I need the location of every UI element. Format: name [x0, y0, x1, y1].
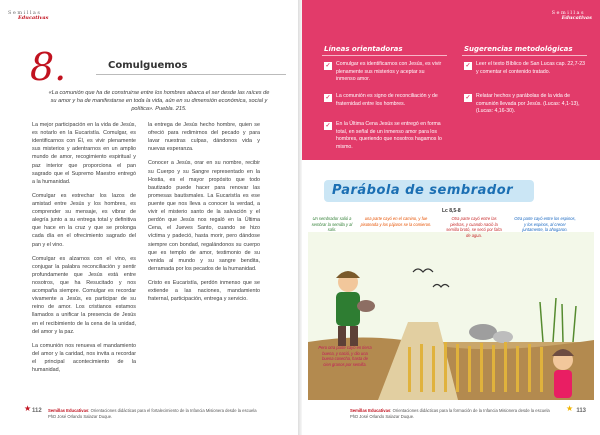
guideline-text: La comunión es signo de reconciliación y de fraternidad entre los hombres. — [336, 93, 438, 107]
footer-text: Orientaciones didácticas para el fortalecimiento de la Infancia Misionera desde la escuela — [90, 408, 257, 413]
bullet-icon: ✓ — [465, 95, 471, 101]
scene-caption: una parte cayó en el camino, y fue pisoteada y los pájaros se la comieron. — [360, 216, 432, 227]
footer-author: PhD José Orlando Salazar Duque. — [350, 413, 415, 419]
bullet-icon: ✓ — [325, 123, 331, 129]
brand-line1: Semillas — [8, 10, 42, 16]
paragraph: Comulgar es estrechar los lazos de amistad entre Jesús y los hombres, es comprender su mensaje, es vibrar de alegría junto a su entrega total y definitiva que hace en la cruz y que se prolonga cada día en el ofrecimiento sagrado del pan y el vino. — [32, 192, 136, 248]
guideline-item — [325, 121, 442, 151]
chapter-title: Comulguemos — [108, 60, 188, 71]
body-column-1 — [32, 121, 136, 380]
guideline-text: En la Última Cena Jesús se entregó en forma total, en señal de un inmenso amor para los hombres, queriendo que nosotros hagamos lo mismo. — [336, 121, 442, 150]
brand-logo — [552, 11, 592, 21]
star-icon: ★ — [566, 404, 574, 413]
parable-title: Parábola de sembrador — [332, 183, 514, 198]
sower-illustration — [308, 232, 594, 400]
paragraph: La comunión nos renueva el mandamiento del amor y la caridad, nos invita a recordar el principal acontecimiento de la humanidad, — [32, 342, 136, 374]
page-footer: Semillas Educativas: Orientaciones didácticas para el fortalecimiento de la Infancia Misionera desde la escuela PhD José Orlando Salazar Duque. — [48, 408, 257, 419]
bullet-icon: ✓ — [325, 63, 331, 69]
scene-caption: Un sembrador salió a sembrar la semilla y al salir. — [311, 216, 353, 233]
heading-divider — [462, 55, 587, 56]
girl-figure — [552, 349, 574, 398]
suggestion-text: Leer el texto Bíblico de San Lucas cap. 22,7-23 y comentar el contenido tratado. — [476, 61, 586, 75]
footer-brand: Semillas Educativas — [350, 408, 391, 413]
suggestion-item — [465, 93, 586, 116]
guideline-item — [325, 93, 442, 108]
chapter-number: 8. — [30, 45, 67, 89]
star-icon: ★ — [24, 404, 32, 413]
scene-caption: Pero otra parte cayó en tierra buena, y nació, y dio una buena cosecha, hasta de cien granos por semilla. — [318, 345, 372, 367]
bullet-icon: ✓ — [325, 95, 331, 101]
suggestion-item — [465, 61, 586, 76]
paragraph: Conocer a Jesús, orar en su nombre, recibir su Cuerpo y su Sangre representado en la Hostia, es el mayor propósito que todo bautizado puede hacer para renovar las promesas bautismales. La Eucaristía es ese puente que nos lleva a conocer la verdad, a vivir el misterio santo de la salvación y el perdón que Jesús nos regaló en la Última Cena, el Jueves Santo, cuando se hizo víctima y padeció, hasta morir, pero dándose siempre con bondad, regalándonos su cuerpo que es templo de amor, testimonio de su venida al mundo y su sangre bendita, derramada por los pecados de la humanidad. — [148, 160, 260, 272]
paragraph: Cristo es Eucaristía, perdón inmenso que se extiende a las naciones, mandamiento fraternal, participación, entrega y servicio. — [148, 279, 260, 303]
brand-logo — [8, 11, 48, 21]
brand-line1: Semillas — [551, 10, 586, 16]
right-page — [302, 0, 600, 435]
guideline-item — [325, 61, 442, 84]
heading-divider — [322, 55, 447, 56]
bible-reference: Lc 8,5-8 — [442, 208, 461, 214]
brand-line2: Educativas — [18, 15, 49, 21]
guidelines-heading: Líneas orientadoras — [324, 45, 403, 53]
bullet-icon: ✓ — [465, 63, 471, 69]
footer-brand: Semillas Educativas — [48, 408, 89, 413]
suggestions-heading: Sugerencias metodológicas — [464, 45, 573, 53]
page-footer: Semillas Educativas: Orientaciones didácticas para la formación de la Infancia Misionera desde la escuela PhD José Orlando Salazar Duque. — [350, 408, 550, 419]
guideline-text: Comulgar es identificarnos con Jesús, es vivir plenamente sus misterios y aceptar su inmenso amor. — [336, 61, 442, 83]
left-page — [0, 0, 298, 435]
page-number: 112 — [32, 408, 42, 414]
body-column-2 — [148, 121, 260, 309]
paragraph: La mejor participación en la vida de Jesús, es notarlo en la Eucaristía. Comulgar, es identificarnos con Él, es vivir plenamente sus misterios y adentrarnos en un amplio mundo de amor, recogimiento espiritual y paz interior que proporciona el pan sagrado que el Supremo Maestro entregó a la humanidad. — [32, 122, 136, 185]
scene-caption: Otra parte cayó entre los espinos, y los espinos, al crecer juntamente, la ahogaron. — [514, 216, 576, 233]
paragraph: Comulgar es alzarnos con el vino, es conjugar la palabra reconciliación y sentir profundamente que Jesús está entre nosotros, que ha Resucitado y nos acompaña siempre. Comulgar es recordar vivamente a Jesús, es participar de su reino de amor. Los cristianos estamos llamados a unificar la presencia de Jesús en el recibimiento de la cena de la unidad, del amor y la paz. — [32, 255, 136, 335]
paragraph: la entrega de Jesús hecho hombre, quien se ofreció para redimirnos del pecado y para lavar nuestras culpas, dándonos vida y nuevas esperanza. — [148, 122, 260, 153]
page-number: 113 — [576, 408, 586, 414]
footer-author: PhD José Orlando Salazar Duque. — [48, 413, 113, 419]
footer-text: Orientaciones didácticas para la formación de la Infancia Misionera desde la escuela — [392, 408, 550, 413]
suggestion-text: Relatar hechos y parábolas de la vida de comunión llevada por Jesús. (Lucas: 4,1-13), (Lucas: 4,16-30). — [476, 93, 580, 115]
chapter-divider — [96, 74, 286, 75]
epigraph-quote: «La comunión que ha de construirse entre los hombres abarca el ser desde las raíces de su amor y ha de manifestarse en toda la vida, aún en su dimensión económica, social y política». Puebla. 215. — [48, 90, 270, 113]
scene-caption: Otra parte cayó entre las piedras, y cuando nació la semilla brotó, se secó por falta de agua. — [446, 216, 502, 238]
brand-line2: Educativas — [561, 15, 592, 21]
